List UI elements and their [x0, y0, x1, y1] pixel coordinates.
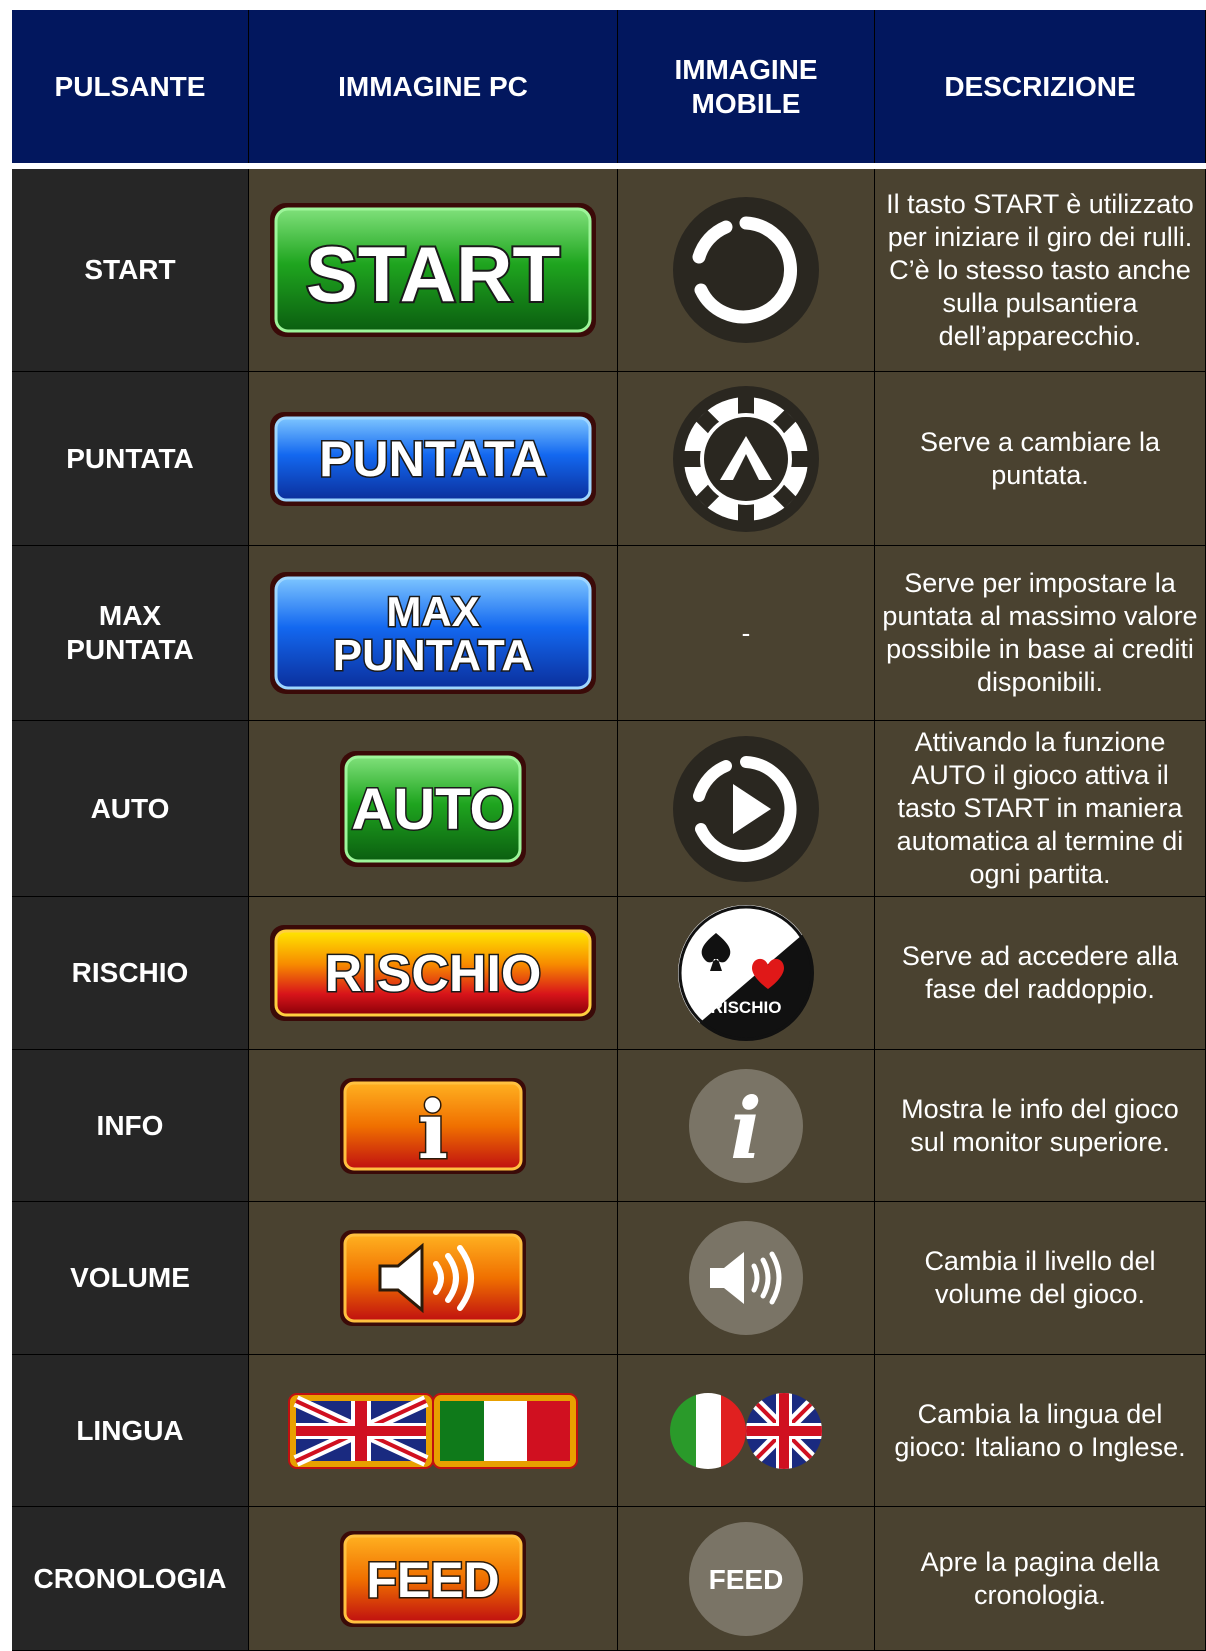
- description-volume: Cambia il livello del volume del gioco.: [875, 1202, 1206, 1355]
- mobile-image-start: [618, 169, 875, 372]
- feed-mobile-label: FEED: [708, 1563, 784, 1595]
- flags-icon: [670, 1391, 822, 1471]
- pc-image-cronologia: [249, 1507, 618, 1651]
- description-puntata: Serve a cambiare la puntata.: [875, 372, 1206, 546]
- rischio-mobile-label: RISCHIO: [710, 998, 782, 1017]
- description-auto: Attivando la funzione AUTO il gioco attiva il tasto START in maniera automatica al termine di ogni partita.: [875, 721, 1206, 897]
- pc-image-info: [249, 1050, 618, 1202]
- pc-image-volume: [249, 1202, 618, 1355]
- mobile-image-volume: [618, 1202, 875, 1355]
- feed-icon: [338, 1529, 528, 1629]
- max-puntata-label: PUNTATA: [332, 631, 534, 680]
- mobile-image-rischio: [618, 897, 875, 1050]
- pc-image-start: [249, 169, 618, 372]
- description-info: Mostra le info del gioco sul monitor superiore.: [875, 1050, 1206, 1202]
- pc-image-auto: [249, 721, 618, 897]
- speaker-icon: [338, 1228, 528, 1328]
- header-immagine-mobile: IMMAGINE MOBILE: [618, 10, 875, 163]
- mobile-image-auto: [618, 721, 875, 897]
- description-cronologia: Apre la pagina della cronologia.: [875, 1507, 1206, 1651]
- autoplay-icon: [671, 734, 821, 884]
- description-lingua: Cambia la lingua del gioco: Italiano o Inglese.: [875, 1355, 1206, 1507]
- description-rischio: Serve ad accedere alla fase del raddoppio.: [875, 897, 1206, 1050]
- pc-image-max-puntata: [249, 546, 618, 721]
- row-name: VOLUME: [12, 1202, 249, 1355]
- row-name: INFO: [12, 1050, 249, 1202]
- mobile-image-info: [618, 1050, 875, 1202]
- pc-image-rischio: [249, 897, 618, 1050]
- pc-image-puntata: [249, 372, 618, 546]
- row-name: START: [12, 169, 249, 372]
- mobile-image-none: -: [618, 546, 875, 721]
- mobile-image-lingua: [618, 1355, 875, 1507]
- header-descrizione: DESCRIZIONE: [875, 10, 1206, 163]
- info-mobile-label: i: [730, 1078, 762, 1178]
- row-name: RISCHIO: [12, 897, 249, 1050]
- spade-heart-icon: [676, 903, 816, 1043]
- header-pulsante: PULSANTE: [12, 10, 249, 163]
- description-max-puntata: Serve per impostare la puntata al massimo valore possibile in base ai crediti disponibili.: [875, 546, 1206, 721]
- row-name: PUNTATA: [12, 372, 249, 546]
- row-name: CRONOLOGIA: [12, 1507, 249, 1651]
- info-pc-label: i: [417, 1082, 449, 1176]
- start-label: START: [305, 230, 561, 318]
- puntata-label: PUNTATA: [319, 430, 547, 487]
- header-immagine-pc: IMMAGINE PC: [249, 10, 618, 163]
- max-label: MAX: [386, 588, 480, 635]
- speaker-icon: [688, 1220, 804, 1336]
- info-icon: [688, 1068, 804, 1184]
- row-name: AUTO: [12, 721, 249, 897]
- mobile-image-puntata: [618, 372, 875, 546]
- rischio-label: RISCHIO: [324, 945, 542, 1003]
- row-name: MAX PUNTATA: [12, 546, 249, 721]
- info-icon: [338, 1076, 528, 1176]
- flags-icon: [288, 1393, 578, 1469]
- feed-pc-label: FEED: [366, 1551, 500, 1608]
- row-name: LINGUA: [12, 1355, 249, 1507]
- pc-image-lingua: [249, 1355, 618, 1507]
- description-start: Il tasto START è utilizzato per iniziare il giro dei rulli. C’è lo stesso tasto anche sulla pulsantiera dell’apparecchio.: [875, 169, 1206, 372]
- feed-icon: [688, 1521, 804, 1637]
- refresh-ring-icon: [671, 195, 821, 345]
- auto-label: AUTO: [351, 776, 515, 842]
- chip-icon: [671, 384, 821, 534]
- mobile-image-cronologia: [618, 1507, 875, 1651]
- buttons-table: [12, 10, 1206, 1651]
